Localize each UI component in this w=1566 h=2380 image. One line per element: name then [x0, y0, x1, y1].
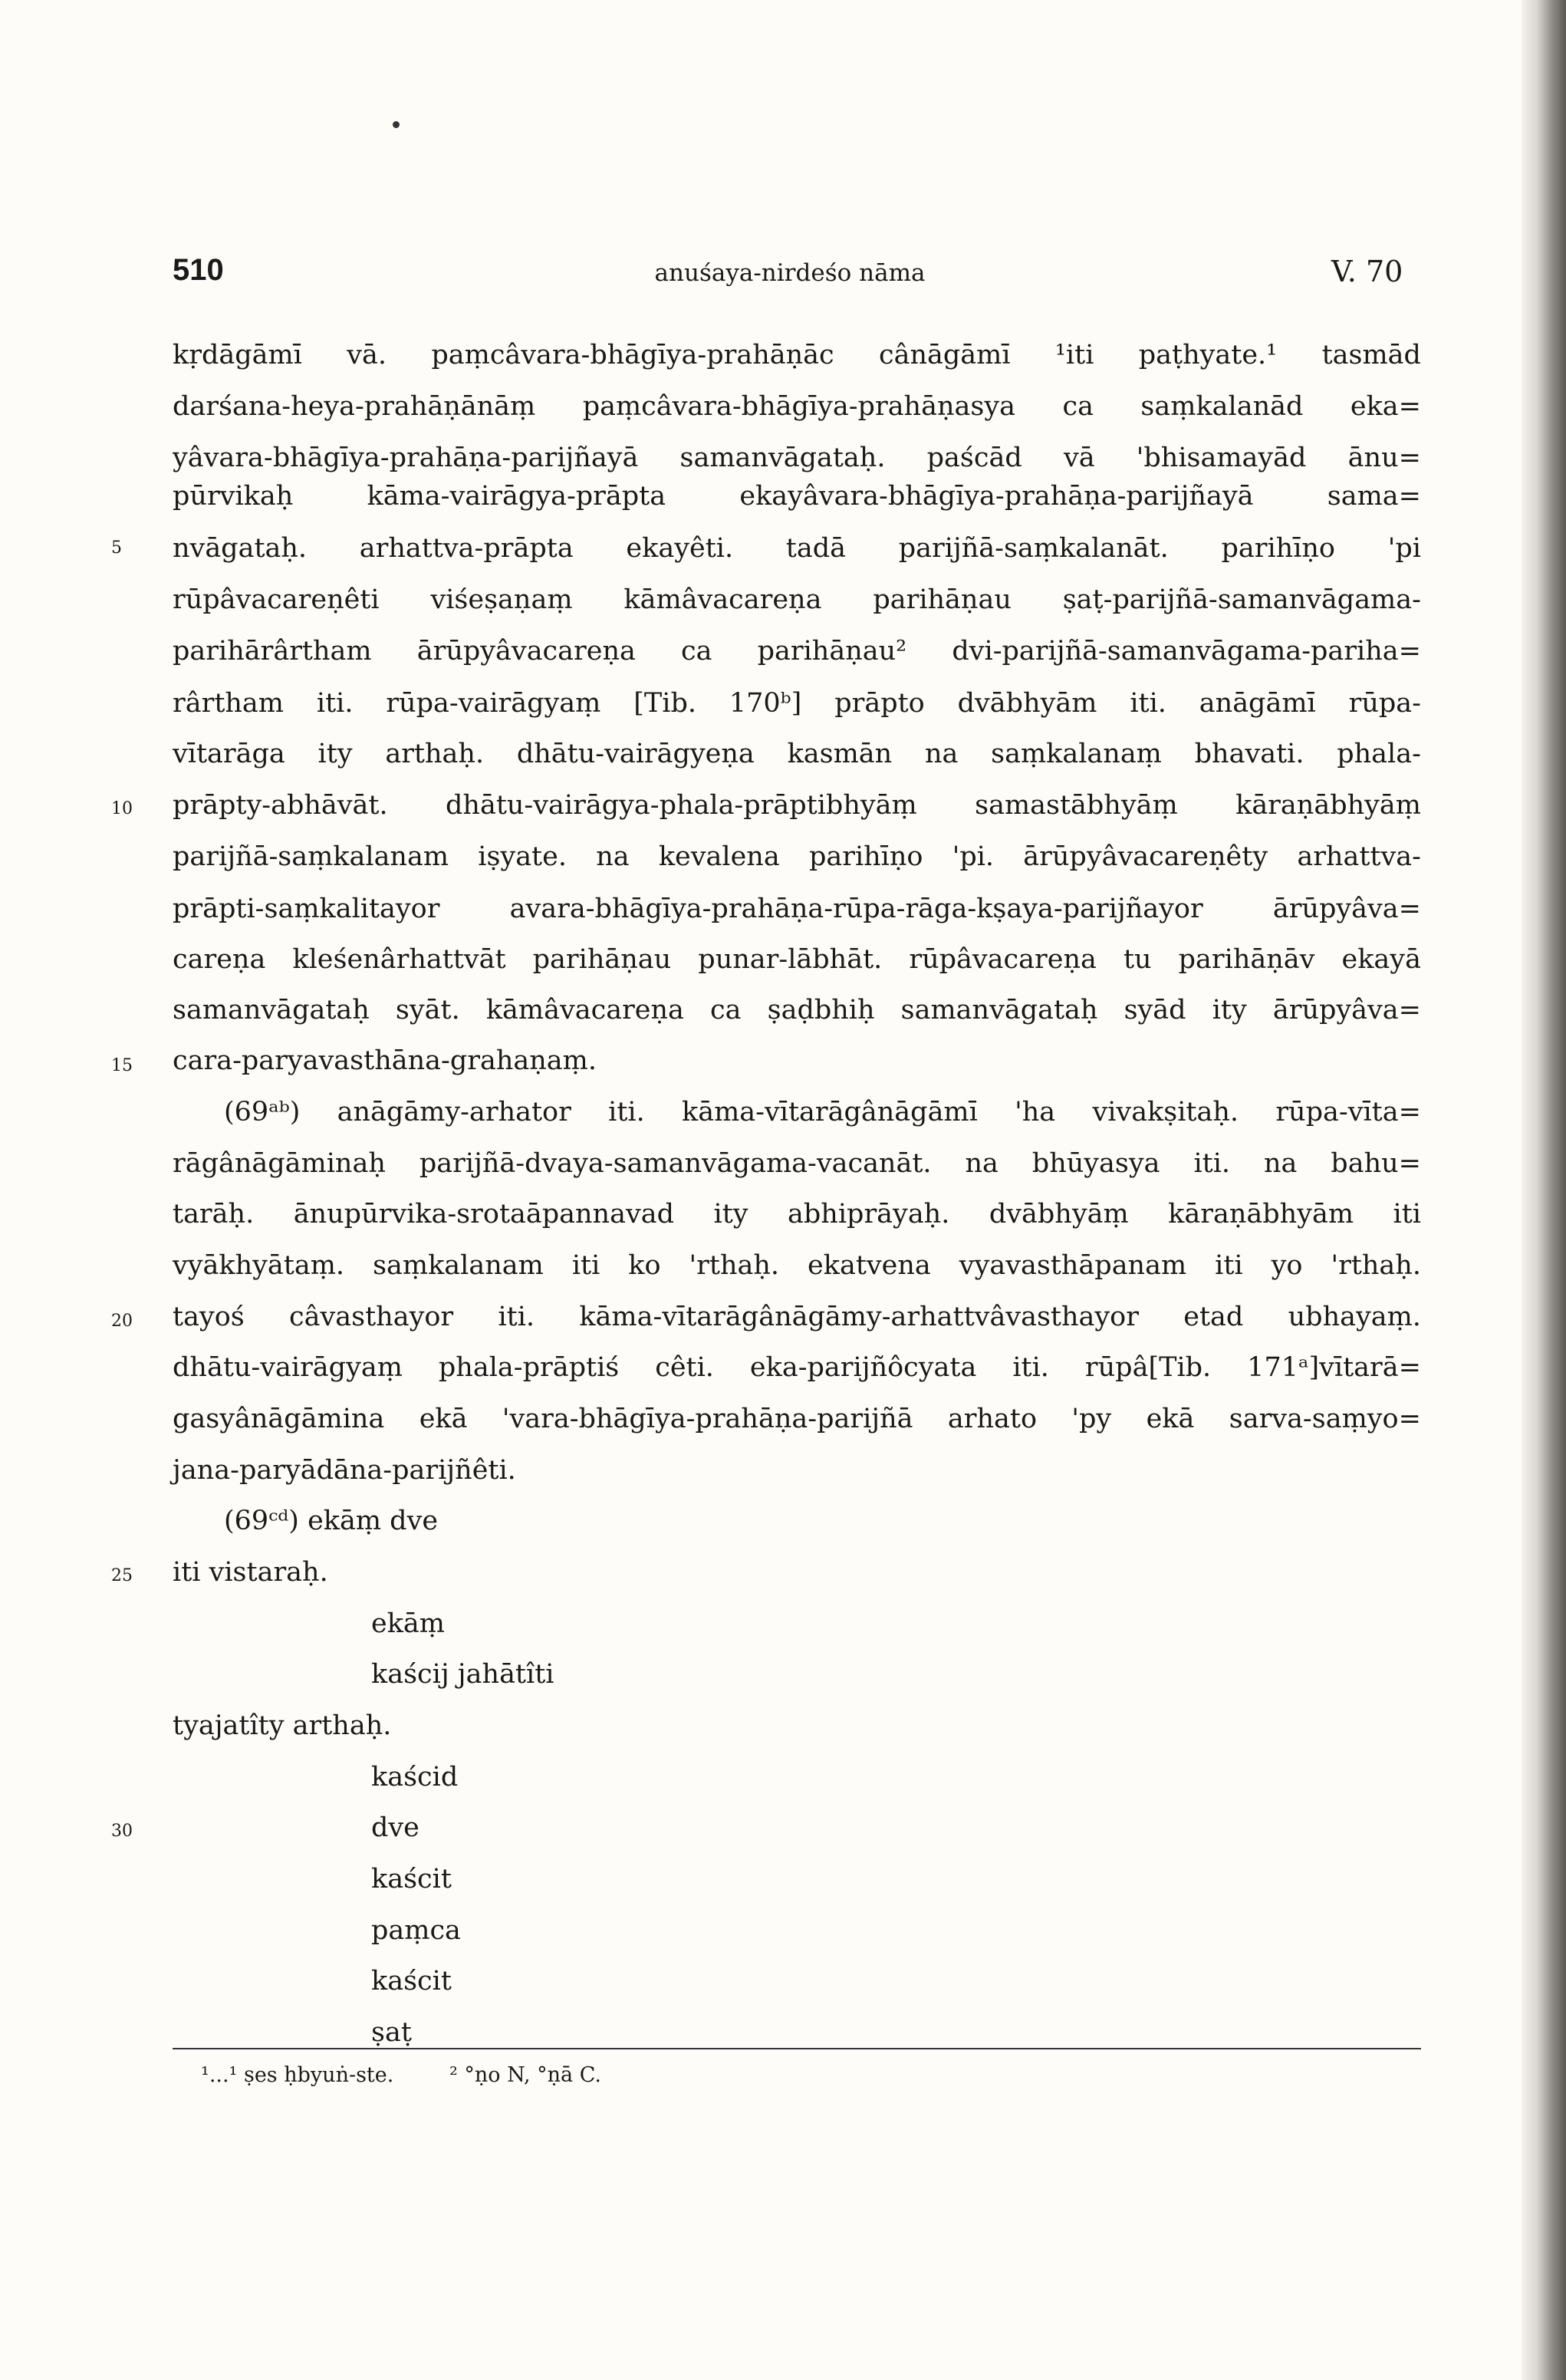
- text-line-8: rârtham iti. rūpa-vairāgyaṃ [Tib. 170ᵇ] prāpto dvābhyām iti. anāgāmī rūpa-: [173, 688, 1421, 719]
- text-line-2: darśana-heya-prahāṇānāṃ paṃcâvara-bhāgīya-prahāṇasya ca saṃkalanād eka=: [173, 391, 1421, 422]
- scan-edge-shadow: [1522, 0, 1566, 2380]
- line-number-30: 30: [111, 1822, 133, 1841]
- line-number-20: 20: [111, 1312, 133, 1331]
- ink-speck: [393, 121, 400, 128]
- text-line-18: tarāḥ. ānupūrvika-srotaāpannavad ity abhiprāyaḥ. dvābhyāṃ kāraṇābhyām iti: [173, 1199, 1421, 1230]
- footnote-2: ² °ṇo N, °ṇā C.: [449, 2063, 601, 2087]
- text-line-10: prāpty-abhāvāt. dhātu-vairāgya-phala-prāptibhyāṃ samastābhyāṃ kāraṇābhyāṃ: [173, 790, 1421, 821]
- line-number-25: 25: [111, 1566, 133, 1585]
- text-line-21: dhātu-vairāgyaṃ phala-prāptiś cêti. eka-parijñôcyata iti. rūpâ[Tib. 171ᵃ]vītarā=: [173, 1352, 1421, 1383]
- text-line-9: vītarāga ity arthaḥ. dhātu-vairāgyeṇa kasmān na saṃkalanaṃ bhavati. phala-: [173, 739, 1421, 769]
- text-line-22: gasyânāgāmina ekā 'vara-bhāgīya-prahāṇa-parijñā arhato 'py ekā sarva-saṃyo=: [173, 1404, 1421, 1434]
- text-line-15: cara-paryavasthāna-grahaṇaṃ.: [173, 1045, 597, 1076]
- text-line-33: kaścit: [371, 1966, 452, 1997]
- text-line-1: kṛdāgāmī vā. paṃcâvara-bhāgīya-prahāṇāc cânāgāmī ¹iti paṭhyate.¹ tasmād: [173, 340, 1421, 370]
- page-number: 510: [173, 253, 224, 287]
- text-line-20: tayoś câvasthayor iti. kāma-vītarāgânāgāmy-arhattvâvasthayor etad ubhayaṃ.: [173, 1302, 1421, 1332]
- text-line-11: parijñā-saṃkalanam iṣyate. na kevalena parihīṇo 'pi. ārūpyâvacareṇêty arhattva-: [173, 841, 1421, 872]
- text-line-24: (69ᶜᵈ) ekāṃ dve: [224, 1506, 439, 1536]
- page-header: [0, 253, 1566, 299]
- text-line-19: vyākhyātaṃ. saṃkalanam iti ko 'rthaḥ. ekatvena vyavasthāpanam iti yo 'rthaḥ.: [173, 1250, 1421, 1281]
- text-line-23: jana-paryādāna-parijñêti.: [173, 1455, 516, 1486]
- footnotes: [201, 2063, 650, 2087]
- text-line-16: (69ᵃᵇ) anāgāmy-arhator iti. kāma-vītarāgânāgāmī 'ha vivakṣitaḥ. rūpa-vīta=: [224, 1097, 1421, 1127]
- text-line-30: dve: [371, 1812, 419, 1843]
- text-line-27: kaścij jahātîti: [371, 1659, 554, 1690]
- text-line-31: kaścit: [371, 1864, 452, 1894]
- text-line-12: prāpti-saṃkalitayor avara-bhāgīya-prahāṇa-rūpa-rāga-kṣaya-parijñayor ārūpyâva=: [173, 894, 1421, 924]
- footnote-rule: [173, 2048, 1421, 2049]
- text-line-3: yâvara-bhāgīya-prahāṇa-parijñayā samanvāgataḥ. paścād vā 'bhisamayād ānu=: [173, 443, 1421, 473]
- footnote-1: ¹...¹ ṣes ḥbyuṅ-ste.: [201, 2063, 394, 2087]
- text-line-17: rāgânāgāminaḥ parijñā-dvaya-samanvāgama-vacanāt. na bhūyasya iti. na bahu=: [173, 1148, 1421, 1179]
- text-line-32: paṃca: [371, 1915, 461, 1946]
- text-line-14: samanvāgataḥ syāt. kāmâvacareṇa ca ṣaḍbhiḥ samanvāgataḥ syād ity ārūpyâva=: [173, 995, 1421, 1025]
- text-line-29: kaścid: [371, 1762, 459, 1792]
- line-number-10: 10: [111, 799, 133, 818]
- text-line-4: pūrvikaḥ kāma-vairāgya-prāpta ekayâvara-bhāgīya-prahāṇa-parijñayā sama=: [173, 481, 1421, 512]
- text-line-5: nvāgataḥ. arhattva-prāpta ekayêti. tadā parijñā-saṃkalanāt. parihīṇo 'pi: [173, 533, 1421, 564]
- section-reference: V. 70: [1331, 255, 1403, 288]
- line-number-15: 15: [111, 1056, 133, 1075]
- text-line-28: tyajatîty arthaḥ.: [173, 1710, 392, 1741]
- text-line-26: ekāṃ: [371, 1608, 445, 1639]
- text-line-34: ṣaṭ: [371, 2017, 412, 2048]
- text-line-7: parihārârtham ārūpyâvacareṇa ca parihāṇau² dvi-parijñā-samanvāgama-pariha=: [173, 636, 1421, 667]
- text-line-25: iti vistaraḥ.: [173, 1557, 328, 1588]
- text-line-13: careṇa kleśenârhattvāt parihāṇau punar-lābhāt. rūpâvacareṇa tu parihāṇāv ekayā: [173, 944, 1421, 975]
- text-line-6: rūpâvacareṇêti viśeṣaṇaṃ kāmâvacareṇa parihāṇau ṣaṭ-parijñā-samanvāgama-: [173, 584, 1421, 615]
- running-title: anuśaya-nirdeśo nāma: [654, 259, 926, 287]
- line-number-5: 5: [111, 538, 122, 558]
